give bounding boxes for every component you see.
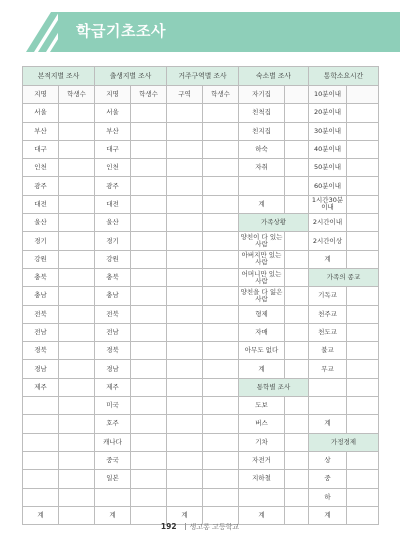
empty-cell — [309, 397, 347, 415]
empty-cell — [131, 195, 167, 213]
table-cell: 1시간30분이내 — [309, 195, 347, 213]
empty-cell — [131, 451, 167, 469]
empty-cell — [59, 268, 95, 286]
empty-cell — [59, 470, 95, 488]
empty-cell — [285, 140, 309, 158]
empty-cell — [347, 177, 379, 195]
empty-cell — [203, 305, 239, 323]
table-cell: 중국 — [95, 451, 131, 469]
empty-cell — [203, 342, 239, 360]
empty-cell — [131, 177, 167, 195]
empty-cell — [347, 470, 379, 488]
table-cell: 충북 — [95, 268, 131, 286]
empty-cell — [131, 397, 167, 415]
empty-cell — [167, 433, 203, 451]
empty-cell — [167, 323, 203, 341]
empty-cell — [59, 323, 95, 341]
empty-cell — [59, 214, 95, 232]
empty-cell — [167, 159, 203, 177]
empty-cell — [23, 415, 59, 433]
table-row — [23, 451, 379, 469]
empty-cell — [285, 250, 309, 268]
table-row — [23, 433, 379, 451]
column-subheader: 자기집 — [239, 86, 285, 104]
table-cell: 제주 — [23, 378, 59, 396]
empty-cell — [167, 305, 203, 323]
table-row — [23, 470, 379, 488]
table-cell: 경기 — [23, 232, 59, 250]
empty-cell — [285, 323, 309, 341]
empty-cell — [131, 415, 167, 433]
empty-cell — [203, 268, 239, 286]
footer-divider — [185, 523, 186, 530]
table-cell: 2시간이상 — [309, 232, 347, 250]
empty-cell — [167, 195, 203, 213]
table-cell: 경기 — [95, 232, 131, 250]
table-row — [23, 104, 379, 122]
table-cell: 전남 — [23, 323, 59, 341]
empty-cell — [285, 397, 309, 415]
empty-cell — [59, 342, 95, 360]
table-row — [23, 140, 379, 158]
empty-cell — [285, 488, 309, 506]
empty-cell — [23, 397, 59, 415]
table-row — [23, 287, 379, 305]
empty-cell — [347, 415, 379, 433]
empty-cell — [347, 323, 379, 341]
empty-cell — [285, 268, 309, 286]
table-cell: 대전 — [23, 195, 59, 213]
table-cell: 도보 — [239, 397, 285, 415]
group-header: 본적지별 조사 — [23, 67, 95, 86]
empty-cell — [23, 470, 59, 488]
table-cell: 계 — [239, 195, 285, 213]
page-header — [0, 12, 400, 52]
table-cell: 충남 — [95, 287, 131, 305]
table-cell: 호주 — [95, 415, 131, 433]
empty-cell — [59, 104, 95, 122]
table-row — [23, 159, 379, 177]
table-cell: 가족상황 — [239, 214, 309, 232]
empty-cell — [131, 232, 167, 250]
group-header: 거주구역별 조사 — [167, 67, 239, 86]
group-header: 숙소별 조사 — [239, 67, 309, 86]
empty-cell — [347, 140, 379, 158]
empty-cell — [59, 360, 95, 378]
table-cell: 자취 — [239, 159, 285, 177]
table-cell: 미국 — [95, 397, 131, 415]
column-subheader: 학생수 — [131, 86, 167, 104]
empty-cell — [131, 140, 167, 158]
table-cell: 천도교 — [309, 323, 347, 341]
empty-cell — [59, 433, 95, 451]
empty-cell — [285, 342, 309, 360]
empty-cell — [347, 305, 379, 323]
table-cell: 부산 — [95, 122, 131, 140]
table-row — [23, 305, 379, 323]
table-cell: 울산 — [23, 214, 59, 232]
empty-cell — [203, 433, 239, 451]
empty-cell — [203, 250, 239, 268]
empty-cell — [347, 378, 379, 396]
empty-cell — [203, 397, 239, 415]
table-cell: 인천 — [95, 159, 131, 177]
table-cell: 계 — [95, 506, 131, 524]
table-cell: 캐나다 — [95, 433, 131, 451]
table-cell: 가정경제 — [309, 433, 379, 451]
table-cell: 서울 — [95, 104, 131, 122]
empty-cell — [59, 488, 95, 506]
empty-cell — [347, 214, 379, 232]
empty-cell — [167, 122, 203, 140]
table-row — [23, 268, 379, 286]
empty-cell — [239, 177, 285, 195]
empty-cell — [347, 104, 379, 122]
empty-cell — [309, 378, 347, 396]
empty-cell — [167, 360, 203, 378]
empty-cell — [347, 397, 379, 415]
empty-cell — [59, 122, 95, 140]
table-row — [23, 397, 379, 415]
table-row — [23, 232, 379, 250]
empty-cell — [23, 451, 59, 469]
empty-cell — [59, 451, 95, 469]
table-cell: 계 — [239, 506, 285, 524]
empty-cell — [203, 488, 239, 506]
empty-cell — [59, 140, 95, 158]
empty-cell — [131, 159, 167, 177]
empty-cell — [239, 488, 285, 506]
empty-cell — [59, 305, 95, 323]
table-cell: 대구 — [95, 140, 131, 158]
empty-cell — [131, 323, 167, 341]
empty-cell — [347, 195, 379, 213]
empty-cell — [285, 195, 309, 213]
table-cell: 가족의 종교 — [309, 268, 379, 286]
table-cell: 경남 — [95, 360, 131, 378]
empty-cell — [285, 433, 309, 451]
table-cell: 계 — [23, 506, 59, 524]
column-subheader: 10분이내 — [309, 86, 347, 104]
empty-cell — [203, 159, 239, 177]
empty-cell — [347, 250, 379, 268]
table-cell: 중 — [309, 470, 347, 488]
empty-cell — [59, 195, 95, 213]
empty-cell — [131, 104, 167, 122]
table-cell: 계 — [239, 360, 285, 378]
table-row — [23, 378, 379, 396]
empty-cell — [131, 470, 167, 488]
empty-cell — [167, 250, 203, 268]
table-subheader-row — [23, 86, 379, 104]
table-cell: 20분이내 — [309, 104, 347, 122]
empty-cell — [59, 177, 95, 195]
empty-cell — [59, 378, 95, 396]
table-row — [23, 360, 379, 378]
table-cell: 상 — [309, 451, 347, 469]
empty-cell — [59, 159, 95, 177]
empty-cell — [285, 360, 309, 378]
empty-cell — [167, 415, 203, 433]
table-cell: 아버지만 있는사람 — [239, 250, 285, 268]
table-cell: 계 — [309, 506, 347, 524]
page-footer — [0, 522, 400, 538]
table-cell: 불교 — [309, 342, 347, 360]
empty-cell — [167, 342, 203, 360]
empty-cell — [285, 86, 309, 104]
table-row — [23, 177, 379, 195]
empty-cell — [285, 415, 309, 433]
table-cell: 30분이내 — [309, 122, 347, 140]
empty-cell — [203, 140, 239, 158]
table-cell: 경북 — [95, 342, 131, 360]
table-row — [23, 195, 379, 213]
empty-cell — [131, 342, 167, 360]
table-cell: 무교 — [309, 360, 347, 378]
table-row — [23, 250, 379, 268]
table-cell: 제주 — [95, 378, 131, 396]
column-subheader: 구역 — [167, 86, 203, 104]
empty-cell — [131, 268, 167, 286]
table-row — [23, 415, 379, 433]
empty-cell — [285, 159, 309, 177]
empty-cell — [131, 122, 167, 140]
empty-cell — [23, 433, 59, 451]
table-row — [23, 342, 379, 360]
table-cell: 충북 — [23, 268, 59, 286]
table-cell: 친지집 — [239, 122, 285, 140]
table-row — [23, 323, 379, 341]
empty-cell — [167, 214, 203, 232]
empty-cell — [285, 470, 309, 488]
empty-cell — [285, 177, 309, 195]
table-cell: 계 — [309, 415, 347, 433]
empty-cell — [131, 378, 167, 396]
table-cell: 아무도 없다 — [239, 342, 285, 360]
empty-cell — [203, 415, 239, 433]
empty-cell — [23, 488, 59, 506]
empty-cell — [203, 470, 239, 488]
table-cell: 버스 — [239, 415, 285, 433]
column-subheader: 지명 — [23, 86, 59, 104]
table-row — [23, 122, 379, 140]
table-cell: 친척집 — [239, 104, 285, 122]
table-cell: 자매 — [239, 323, 285, 341]
empty-cell — [95, 488, 131, 506]
empty-cell — [203, 104, 239, 122]
table-cell: 경북 — [23, 342, 59, 360]
empty-cell — [167, 488, 203, 506]
table-row — [23, 214, 379, 232]
empty-cell — [167, 268, 203, 286]
empty-cell — [131, 287, 167, 305]
empty-cell — [203, 177, 239, 195]
empty-cell — [347, 287, 379, 305]
empty-cell — [59, 415, 95, 433]
column-subheader: 학생수 — [59, 86, 95, 104]
empty-cell — [347, 232, 379, 250]
empty-cell — [59, 287, 95, 305]
table-cell: 광주 — [95, 177, 131, 195]
table-cell: 부산 — [23, 122, 59, 140]
empty-cell — [167, 470, 203, 488]
empty-cell — [285, 451, 309, 469]
group-header: 출생지별 조사 — [95, 67, 167, 86]
table-cell: 대구 — [23, 140, 59, 158]
table-cell: 2시간이내 — [309, 214, 347, 232]
empty-cell — [131, 305, 167, 323]
empty-cell — [203, 360, 239, 378]
empty-cell — [203, 195, 239, 213]
table-cell: 울산 — [95, 214, 131, 232]
empty-cell — [59, 232, 95, 250]
table-cell: 어머니만 있는사람 — [239, 268, 285, 286]
empty-cell — [131, 433, 167, 451]
empty-cell — [167, 177, 203, 195]
empty-cell — [203, 378, 239, 396]
table-cell: 서울 — [23, 104, 59, 122]
empty-cell — [347, 451, 379, 469]
empty-cell — [203, 122, 239, 140]
table-cell: 강원 — [95, 250, 131, 268]
empty-cell — [167, 397, 203, 415]
table-cell: 형제 — [239, 305, 285, 323]
table-cell: 전남 — [95, 323, 131, 341]
table-cell: 계 — [167, 506, 203, 524]
empty-cell — [167, 378, 203, 396]
empty-cell — [347, 360, 379, 378]
table-cell: 자전거 — [239, 451, 285, 469]
table-cell: 인천 — [23, 159, 59, 177]
table-cell: 전북 — [95, 305, 131, 323]
empty-cell — [285, 305, 309, 323]
empty-cell — [347, 159, 379, 177]
empty-cell — [285, 232, 309, 250]
survey-table — [22, 66, 379, 525]
table-cell: 지하철 — [239, 470, 285, 488]
column-subheader: 학생수 — [203, 86, 239, 104]
table-cell: 하 — [309, 488, 347, 506]
empty-cell — [203, 214, 239, 232]
table-cell: 양친을 다 잃은 사람 — [239, 287, 285, 305]
empty-cell — [131, 250, 167, 268]
table-cell: 통학별 조사 — [239, 378, 309, 396]
table-cell: 강원 — [23, 250, 59, 268]
table-cell: 60분이내 — [309, 177, 347, 195]
empty-cell — [59, 397, 95, 415]
table-cell: 50분이내 — [309, 159, 347, 177]
empty-cell — [167, 451, 203, 469]
table-row — [23, 488, 379, 506]
empty-cell — [167, 140, 203, 158]
school-name: 생고롱 고등학교 — [189, 523, 240, 531]
empty-cell — [59, 250, 95, 268]
column-subheader: 지명 — [95, 86, 131, 104]
table-cell: 하숙 — [239, 140, 285, 158]
empty-cell — [167, 104, 203, 122]
empty-cell — [167, 287, 203, 305]
empty-cell — [347, 86, 379, 104]
page-title: 학급기초조사 — [76, 22, 166, 40]
empty-cell — [347, 342, 379, 360]
table-cell: 천주교 — [309, 305, 347, 323]
table-cell: 충남 — [23, 287, 59, 305]
empty-cell — [347, 488, 379, 506]
table-group-header-row — [23, 67, 379, 86]
empty-cell — [131, 360, 167, 378]
table-cell: 양친이 다 있는사람 — [239, 232, 285, 250]
table-cell: 일본 — [95, 470, 131, 488]
table-cell: 경남 — [23, 360, 59, 378]
table-cell: 40분이내 — [309, 140, 347, 158]
table-cell: 대전 — [95, 195, 131, 213]
empty-cell — [131, 214, 167, 232]
table-cell: 기독교 — [309, 287, 347, 305]
empty-cell — [203, 451, 239, 469]
empty-cell — [167, 232, 203, 250]
empty-cell — [347, 122, 379, 140]
empty-cell — [203, 232, 239, 250]
page-number: 192 — [160, 522, 177, 531]
table-cell: 광주 — [23, 177, 59, 195]
empty-cell — [285, 122, 309, 140]
empty-cell — [203, 287, 239, 305]
table-cell: 계 — [309, 250, 347, 268]
empty-cell — [285, 287, 309, 305]
table-cell: 전북 — [23, 305, 59, 323]
empty-cell — [131, 488, 167, 506]
empty-cell — [285, 104, 309, 122]
group-header: 통학소요시간 — [309, 67, 379, 86]
table-cell: 기차 — [239, 433, 285, 451]
empty-cell — [203, 323, 239, 341]
